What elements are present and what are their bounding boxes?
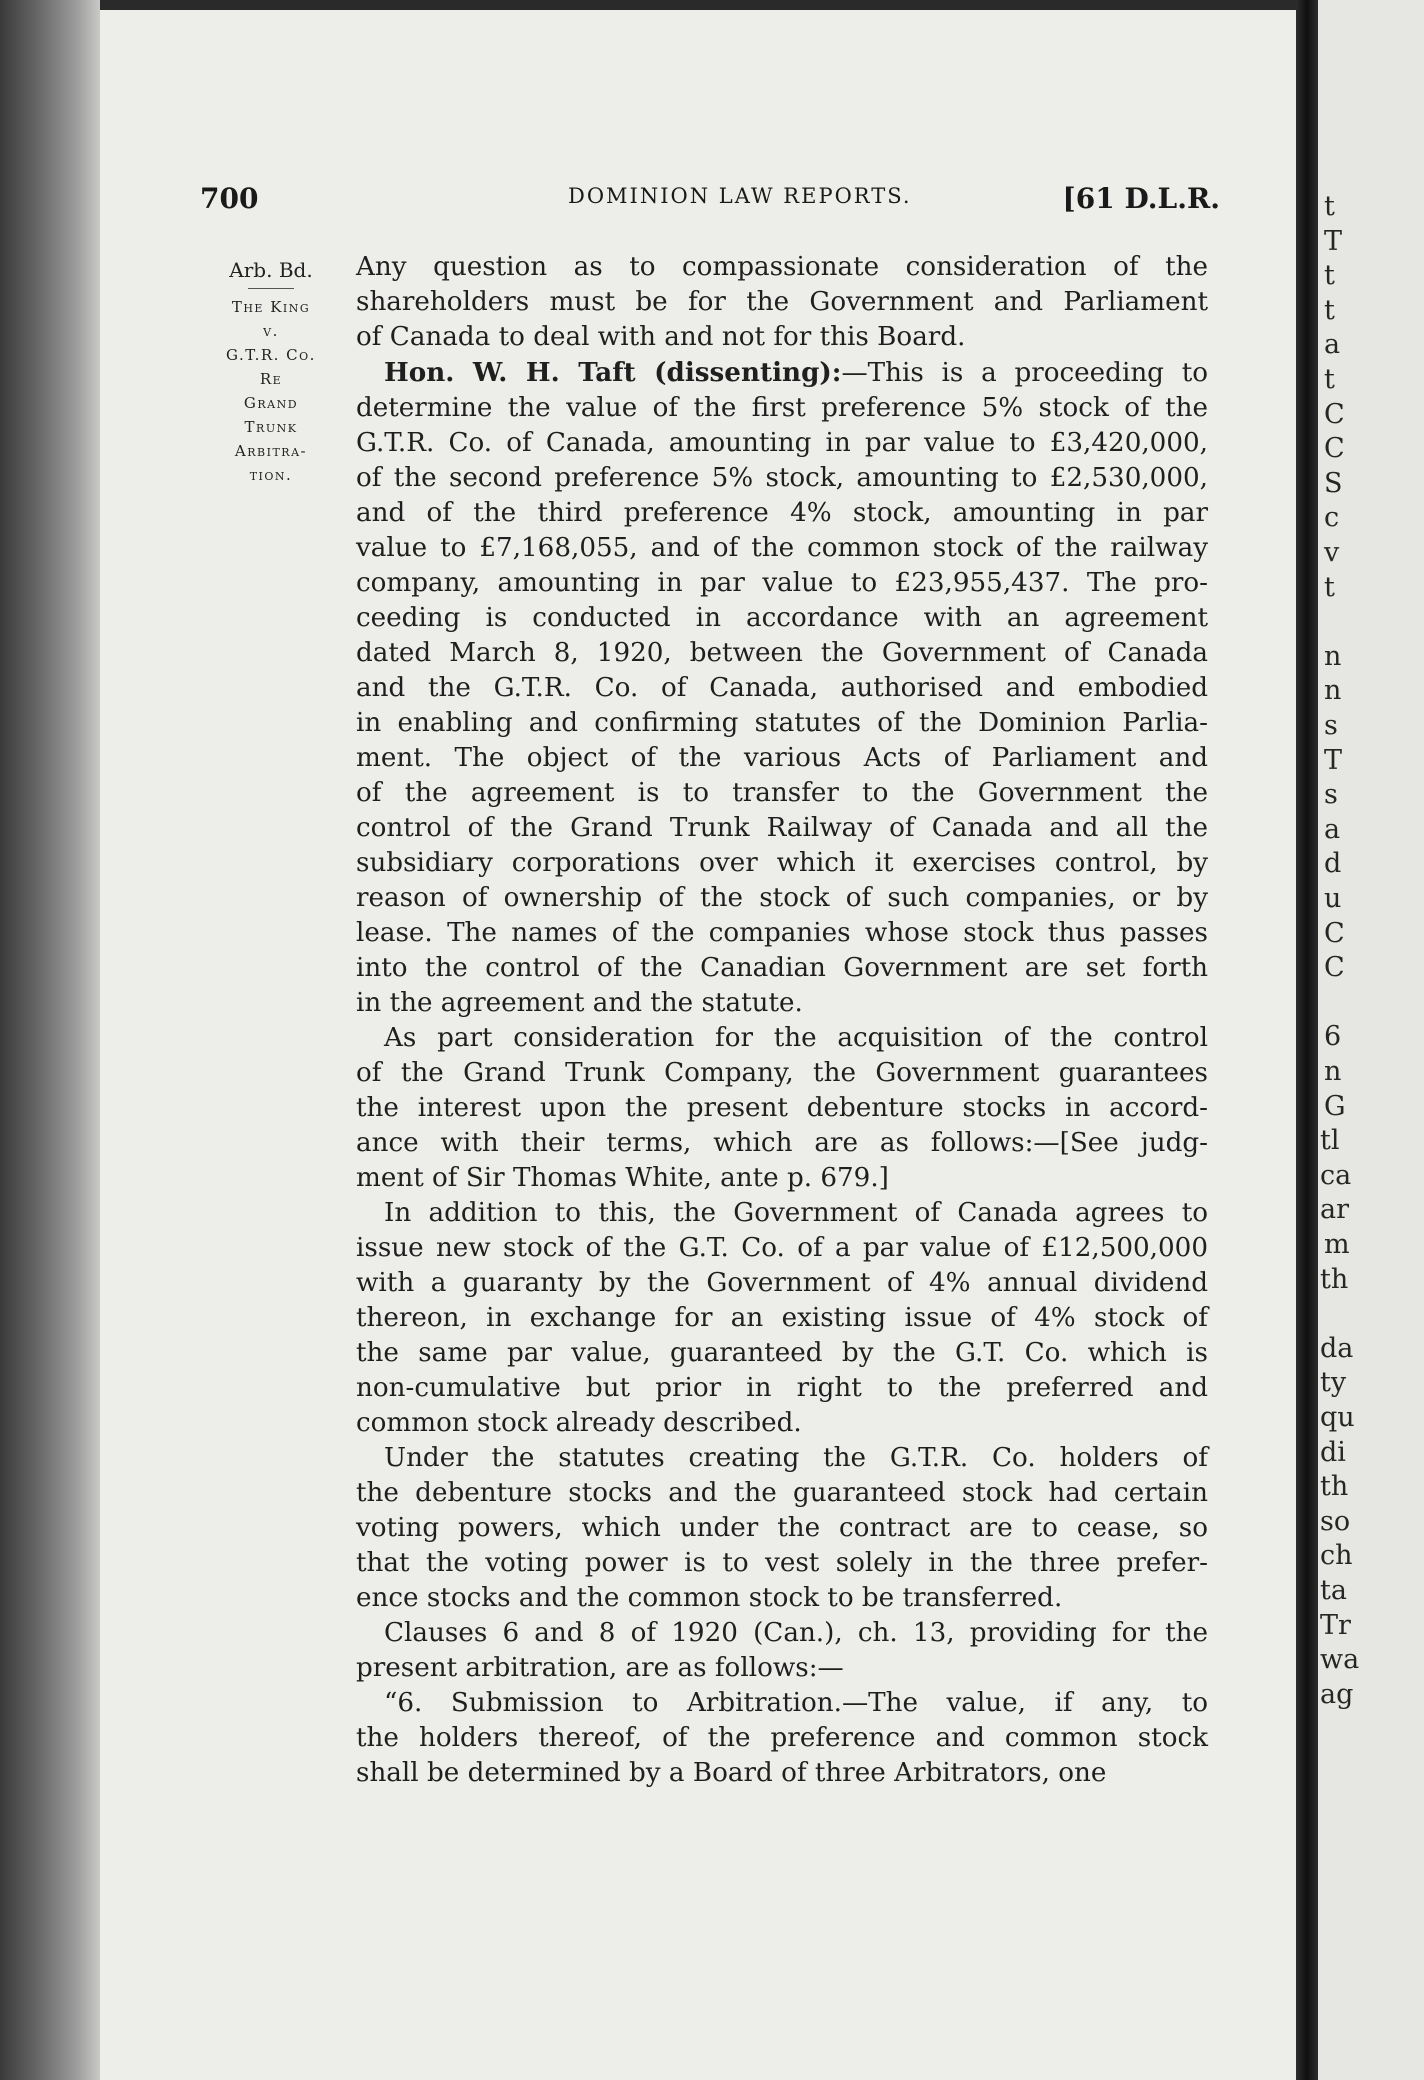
case-line: The King (231, 298, 311, 316)
next-page-fragment: tl (1320, 1125, 1340, 1157)
next-page-fragment: t (1324, 260, 1335, 292)
paragraph (356, 1021, 1208, 1196)
text-line: lease. The names of the companies whose stock thus passes (356, 918, 1208, 948)
next-page-fragment: S (1324, 467, 1343, 499)
text-line: thereon, in exchange for an existing issue of 4% stock of (356, 1303, 1208, 1333)
text-line: with a guaranty by the Government of 4% annual dividend (356, 1268, 1208, 1298)
case-line: tion. (249, 466, 293, 484)
next-page-fragment: v (1324, 537, 1340, 568)
next-page-fragment: 6 (1324, 1021, 1342, 1053)
text-line: into the control of the Canadian Government are set forth (356, 953, 1208, 983)
text-line: that the voting power is to vest solely in the three prefer- (356, 1548, 1208, 1578)
next-page-fragment: G (1324, 1090, 1346, 1122)
text-line: of Canada to deal with and not for this Board. (356, 322, 966, 352)
next-page-fragment: so (1320, 1505, 1351, 1537)
case-line: Grand (243, 394, 299, 412)
text-line: value to £7,168,055, and of the common stock of the railway (356, 533, 1208, 563)
text-line: Any question as to compassionate consideration of the (356, 252, 1208, 282)
paragraph (356, 1686, 1208, 1791)
case-line: v. (263, 322, 279, 340)
next-page-fragment: di (1320, 1436, 1346, 1468)
next-page-fragment: t (1324, 191, 1335, 222)
next-page-fragment: a (1324, 329, 1341, 361)
next-page-fragment: ca (1320, 1159, 1352, 1191)
text-line: the holders thereof, of the preference and common stock (356, 1723, 1208, 1753)
volume-reference: [61 D.L.R. (1062, 182, 1220, 215)
speaker-name: Hon. W. H. Taft (dissenting): (384, 357, 842, 388)
text-line: ence stocks and the common stock to be transferred. (356, 1583, 1063, 1613)
next-page-fragment: ag (1320, 1678, 1354, 1710)
next-page-fragment: qu (1320, 1402, 1355, 1433)
text-line: As part consideration for the acquisition of the control (384, 1023, 1208, 1053)
text-line: In addition to this, the Government of Canada agrees to (384, 1198, 1208, 1228)
paragraph (356, 250, 1208, 355)
text-line: and the G.T.R. Co. of Canada, authorised and embodied (356, 673, 1208, 703)
text-line: Hon. W. H. Taft (dissenting):—This is a proceeding to (384, 357, 1208, 388)
next-page-fragment: th (1320, 1263, 1349, 1295)
text-line: in enabling and confirming statutes of the Dominion Parlia- (356, 708, 1208, 738)
next-page-fragment: wa (1320, 1644, 1360, 1676)
page-header (200, 182, 1220, 222)
text-line: control of the Grand Trunk Railway of Canada and all the (356, 813, 1208, 843)
text-line: reason of ownership of the stock of such companies, or by (356, 883, 1208, 913)
text-line: shareholders must be for the Government and Parliament (356, 287, 1208, 317)
text-line: present arbitration, are as follows:— (356, 1653, 844, 1683)
next-page-fragment: ch (1320, 1540, 1353, 1572)
next-page-fragment: T (1324, 744, 1343, 776)
next-page-fragment: c (1324, 502, 1340, 534)
book-gutter (1296, 0, 1318, 2080)
next-page-fragment: t (1324, 571, 1335, 603)
text-line: “6. Submission to Arbitration.—The value, if any, to (384, 1688, 1208, 1718)
text-line: shall be determined by a Board of three Arbitrators, one (356, 1758, 1107, 1788)
scan-edge-left (0, 0, 100, 2080)
next-page-fragment: u (1324, 883, 1342, 914)
next-page-fragment: m (1324, 1229, 1350, 1260)
text-line: ceeding is conducted in accordance with an agreement (356, 603, 1208, 633)
body-text (356, 250, 1208, 1791)
next-page-fragment: s (1324, 779, 1338, 811)
paragraph (356, 355, 1208, 1021)
next-page-fragment: a (1324, 813, 1341, 845)
text-line: dated March 8, 1920, between the Government of Canada (356, 638, 1208, 668)
text-line: in the agreement and the statute. (356, 988, 803, 1018)
next-page-fragment: t (1324, 294, 1335, 326)
paragraph (356, 1441, 1208, 1616)
text-line: of the Grand Trunk Company, the Government guarantees (356, 1058, 1208, 1088)
next-page-fragment: Tr (1320, 1609, 1351, 1641)
text-line: ment. The object of the various Acts of Parliament and (356, 743, 1208, 773)
text-line: of the second preference 5% stock, amounting to £2,530,000, (356, 463, 1208, 493)
running-title: DOMINION LAW REPORTS. (568, 184, 912, 208)
next-page-fragment: n (1324, 675, 1342, 707)
next-page-fragment: T (1324, 225, 1343, 257)
next-page-fragment: s (1324, 710, 1338, 741)
next-page-fragment: ty (1320, 1367, 1347, 1399)
next-page-fragment: n (1324, 640, 1342, 672)
text-line: Clauses 6 and 8 of 1920 (Can.), ch. 13, providing for the (384, 1618, 1208, 1648)
page-number: 700 (200, 182, 259, 215)
text-line: Under the statutes creating the G.T.R. Co. holders of (384, 1443, 1208, 1473)
text-line: G.T.R. Co. of Canada, amounting in par value to £3,420,000, (356, 428, 1208, 458)
court-label: Arb. Bd. (229, 258, 313, 282)
next-page-fragment: ar (1320, 1194, 1350, 1226)
paragraph (356, 1196, 1208, 1441)
next-page-fragment: th (1320, 1471, 1349, 1503)
text-line: ance with their terms, which are as follows:—[See judg- (356, 1128, 1208, 1158)
next-page-fragment: ta (1320, 1575, 1347, 1606)
case-line: Arbitra- (234, 442, 308, 460)
text-line: company, amounting in par value to £23,955,437. The pro- (356, 568, 1208, 598)
text-line: voting powers, which under the contract are to cease, so (356, 1513, 1208, 1543)
next-page-fragment: C (1324, 952, 1345, 984)
case-line: G.T.R. Co. (226, 346, 316, 364)
text-line: ment of Sir Thomas White, ante p. 679.] (356, 1163, 889, 1193)
sidenote-rule (248, 288, 294, 289)
text-line: subsidiary corporations over which it exercises control, by (356, 848, 1208, 878)
text-line: the interest upon the present debenture stocks in accord- (356, 1093, 1208, 1123)
text-line: the debenture stocks and the guaranteed stock had certain (356, 1478, 1208, 1508)
text-line: issue new stock of the G.T. Co. of a par value of £12,500,000 (356, 1233, 1208, 1263)
text-line: of the agreement is to transfer to the Government the (356, 778, 1208, 808)
case-sidenote (208, 258, 334, 487)
next-page-fragment: t (1324, 364, 1335, 395)
next-page-fragment: C (1324, 433, 1345, 465)
case-line: Re (259, 370, 283, 388)
next-page-fragment: C (1324, 917, 1345, 949)
text-line: and of the third preference 4% stock, amounting in par (356, 498, 1208, 528)
next-page-fragment: C (1324, 398, 1345, 430)
text-line: common stock already described. (356, 1408, 802, 1438)
paragraph (356, 1616, 1208, 1686)
next-page-fragment: da (1320, 1332, 1354, 1364)
text-line: non-cumulative but prior in right to the preferred and (356, 1373, 1208, 1403)
next-page-fragment: d (1324, 848, 1342, 880)
case-line: Trunk (244, 418, 298, 436)
next-page-fragment: n (1324, 1056, 1342, 1087)
next-page-edge (1318, 0, 1424, 2080)
text-line: determine the value of the first preference 5% stock of the (356, 393, 1208, 423)
text-line: the same par value, guaranteed by the G.T. Co. which is (356, 1338, 1208, 1368)
